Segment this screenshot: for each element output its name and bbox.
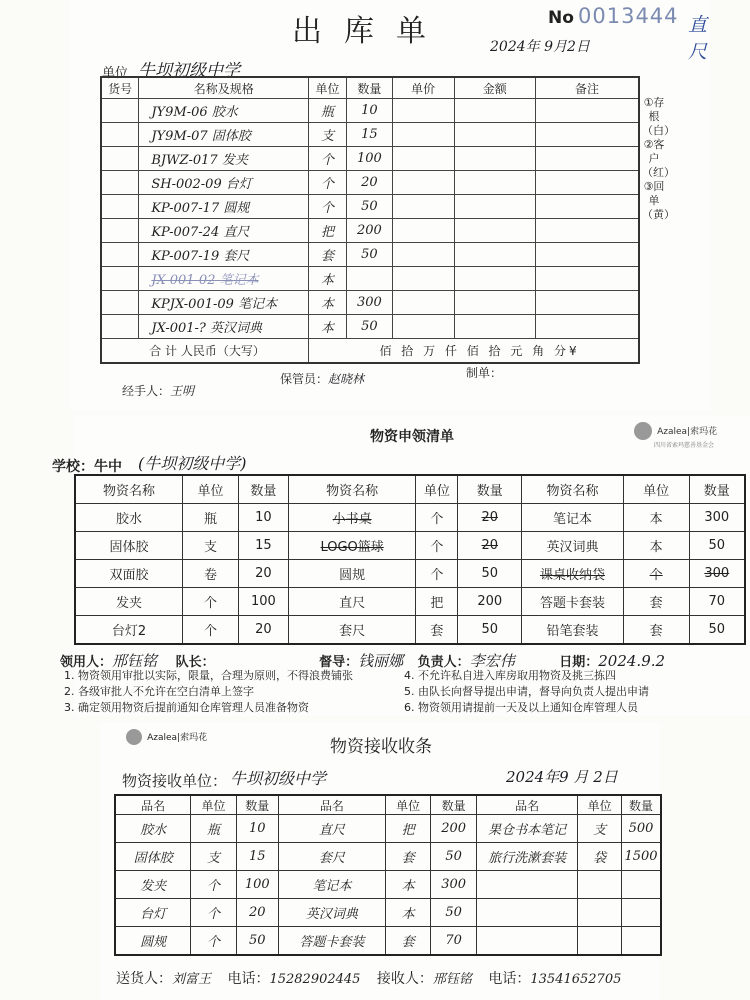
item-unit-cell: 个: [309, 171, 347, 195]
receipt-logo: [126, 726, 207, 745]
handler-label: 经手人：: [122, 384, 171, 398]
receipt-cell: 台灯: [115, 899, 191, 927]
empty-cell: [454, 291, 536, 315]
requisition-cell: LOGO篮球: [288, 532, 416, 560]
receipt-cell: 1500: [622, 843, 661, 871]
empty-cell: [536, 291, 639, 315]
receiver-phone: 13541652705: [530, 972, 622, 987]
requisition-date: 2024.9.2: [598, 652, 666, 670]
supervisor-label: 督导：: [319, 655, 359, 670]
requisition-cell: 300: [689, 504, 745, 532]
item-unit-cell: 个: [309, 195, 347, 219]
receipt-cell: [476, 871, 577, 899]
receipt-logo-text: Azalea|索玛花: [147, 733, 208, 743]
item-unit-cell: 本: [309, 267, 347, 291]
item-name-cell: JX-001-02 笔记本: [139, 267, 309, 291]
item-code-cell: [101, 195, 139, 219]
requisition-cell: 瓶: [183, 504, 239, 532]
receipt-cell: 个: [191, 899, 237, 927]
outbound-header-row: [101, 77, 639, 99]
item-qty-cell: 20: [346, 171, 392, 195]
table-row: [101, 123, 639, 147]
manager-label: 负责人：: [417, 655, 470, 670]
receipt-cell: [622, 899, 661, 927]
requisition-cell: 100: [238, 588, 288, 616]
receipt-cell: 个: [191, 927, 237, 956]
item-code-cell: [101, 99, 139, 123]
receipt-date: 2024年9 月 2日: [506, 768, 618, 786]
empty-cell: [536, 171, 639, 195]
sender-phone: 15282902445: [269, 972, 361, 987]
receipt-cell: 200: [431, 815, 477, 843]
table-row: [75, 560, 745, 588]
total-row: [101, 339, 639, 364]
empty-cell: [392, 171, 454, 195]
table-row: [101, 147, 639, 171]
item-name-cell: JX-001-? 英汉词典: [139, 315, 309, 339]
receipt-cell: [476, 927, 577, 956]
receipt-cell: [578, 871, 622, 899]
empty-cell: [454, 99, 536, 123]
receipt-cell: 发夹: [115, 871, 191, 899]
item-qty-cell: 50: [346, 195, 392, 219]
table-row: [115, 927, 661, 956]
table-row: [101, 219, 639, 243]
item-qty-cell: 100: [346, 147, 392, 171]
receipt-cell: 50: [431, 899, 477, 927]
receipt-header-row: [115, 795, 661, 815]
requisition-cell: 直尺: [288, 588, 416, 616]
empty-cell: [536, 315, 639, 339]
requisition-cell: 20: [238, 616, 288, 645]
requisition-cell: 支: [183, 532, 239, 560]
receipt-cell: 70: [431, 927, 477, 956]
rule-item: 5. 由队长向督导提出申请，督导向负责人提出申请: [404, 685, 649, 698]
receipt-cell: 答题卡套装: [278, 927, 385, 956]
empty-cell: [392, 315, 454, 339]
receipt-header-cell: 单位: [385, 795, 431, 815]
requisition-cell: 300: [689, 560, 745, 588]
receipt-cell: [476, 899, 577, 927]
requisition-cell: 胶水: [75, 504, 183, 532]
empty-cell: [536, 243, 639, 267]
receipt-header-cell: 数量: [622, 795, 661, 815]
outbound-header-cell: 单位: [309, 77, 347, 99]
item-name-cell: KPJX-001-09 笔记本: [139, 291, 309, 315]
item-code-cell: [101, 171, 139, 195]
outbound-header-cell: 数量: [346, 77, 392, 99]
requisition-cell: 把: [416, 588, 458, 616]
receiver-signature: 邢钰铭: [432, 972, 472, 987]
empty-cell: [536, 219, 639, 243]
item-unit-cell: 本: [309, 315, 347, 339]
requisition-cell: 50: [689, 616, 745, 645]
item-unit-cell: 瓶: [309, 99, 347, 123]
total-units: 佰 拾 万 仟 佰 拾 元 角 分¥: [309, 339, 639, 364]
outbound-header-cell: 名称及规格: [139, 77, 309, 99]
requisition-cell: 圆规: [288, 560, 416, 588]
table-row: [101, 195, 639, 219]
empty-cell: [454, 147, 536, 171]
item-qty-cell: 50: [346, 315, 392, 339]
table-row: [75, 588, 745, 616]
requisition-form: [52, 416, 750, 716]
unit-label: 单位: [102, 66, 129, 81]
item-name-cell: KP-007-24 直尺: [139, 219, 309, 243]
requisition-cell: 笔记本: [522, 504, 624, 532]
requisition-cell: 套: [623, 616, 689, 645]
empty-cell: [536, 123, 639, 147]
empty-cell: [454, 243, 536, 267]
empty-cell: [454, 171, 536, 195]
receipt-header-cell: 数量: [236, 795, 278, 815]
item-code-cell: [101, 267, 139, 291]
empty-cell: [392, 219, 454, 243]
table-row: [115, 871, 661, 899]
empty-cell: [392, 123, 454, 147]
requisition-cell: 50: [689, 532, 745, 560]
receipt-cell: 固体胶: [115, 843, 191, 871]
requisition-cell: 答题卡套装: [522, 588, 624, 616]
table-row: [101, 243, 639, 267]
total-label: 合 计 人民币（大写）: [101, 339, 309, 364]
rule-item: 6. 物资领用请提前一天及以上通知仓库管理人员: [404, 701, 638, 714]
item-code-cell: [101, 315, 139, 339]
empty-cell: [454, 195, 536, 219]
outbound-slip: [70, 0, 710, 410]
serial-label: No: [548, 8, 574, 28]
rule-item: 2. 各级审批人不允许在空白清单上签字: [64, 685, 254, 698]
receipt-cell: 支: [578, 815, 622, 843]
requisition-cell: 双面胶: [75, 560, 183, 588]
empty-cell: [392, 291, 454, 315]
requisition-cell: 个: [416, 504, 458, 532]
requisition-cell: 个: [623, 560, 689, 588]
table-row: [115, 843, 661, 871]
rule-item: 4. 不允许私自进入库房取用物资及挑三拣四: [404, 669, 616, 682]
receipt-cell: 把: [385, 815, 431, 843]
requisition-cell: 20: [238, 560, 288, 588]
serial-number: 0013444: [578, 4, 679, 28]
item-unit-cell: 把: [309, 219, 347, 243]
empty-cell: [392, 267, 454, 291]
requisition-cell: 英汉词典: [522, 532, 624, 560]
receipt-cell: 50: [236, 927, 278, 956]
empty-cell: [454, 123, 536, 147]
receipt-cell: 支: [191, 843, 237, 871]
requisition-header-cell: 单位: [416, 475, 458, 504]
corner-handwritten-note: 直尺: [688, 14, 708, 63]
item-name-cell: SH-002-09 台灯: [139, 171, 309, 195]
empty-cell: [392, 195, 454, 219]
requisition-cell: 70: [689, 588, 745, 616]
phone-label-2: 电话：: [488, 971, 531, 987]
item-code-cell: [101, 243, 139, 267]
receipt-cell: [578, 927, 622, 956]
receipt-header-cell: 单位: [578, 795, 622, 815]
requisition-cell: 20: [458, 504, 522, 532]
handler-field: [122, 382, 194, 399]
receipt-cell: 瓶: [191, 815, 237, 843]
requisition-header-row: [75, 475, 745, 504]
school-label: 学校：牛中: [52, 459, 122, 475]
maker-label: 制单：: [466, 366, 503, 380]
logo-text: Azalea|索玛花: [657, 427, 718, 437]
item-unit-cell: 支: [309, 123, 347, 147]
requisition-cell: 小书桌: [288, 504, 416, 532]
requisition-cell: 个: [416, 560, 458, 588]
requisition-cell: 套尺: [288, 616, 416, 645]
date-label: 日期：: [559, 655, 599, 670]
receipt-cell: [622, 927, 661, 956]
receipt-header-cell: 单位: [191, 795, 237, 815]
outbound-header-cell: 货号: [101, 77, 139, 99]
captain-label: 队长：: [175, 655, 215, 670]
requisition-cell: 15: [238, 532, 288, 560]
item-name-cell: KP-007-19 套尺: [139, 243, 309, 267]
requisition-cell: 卷: [183, 560, 239, 588]
requisition-cell: 个: [416, 532, 458, 560]
receipt-header-cell: 品名: [278, 795, 385, 815]
requisition-cell: 50: [458, 560, 522, 588]
empty-cell: [392, 147, 454, 171]
manager-signature: 李宏伟: [469, 652, 515, 670]
requisition-cell: 本: [623, 504, 689, 532]
requisition-header-cell: 单位: [623, 475, 689, 504]
table-row: [75, 504, 745, 532]
receipt-cell: 本: [385, 899, 431, 927]
rule-item: 3. 确定领用物资后提前通知仓库管理人员准备物资: [64, 701, 309, 714]
flower-icon: [634, 422, 652, 440]
item-unit-cell: 本: [309, 291, 347, 315]
receipt-cell: 套: [385, 843, 431, 871]
phone-label: 电话：: [227, 971, 270, 987]
logo-subtext: 四川省索玛慈善基金会: [654, 441, 715, 449]
item-name-cell: JY9M-06 胶水: [139, 99, 309, 123]
requisition-cell: 课桌收纳袋: [522, 560, 624, 588]
table-row: [101, 291, 639, 315]
empty-cell: [392, 99, 454, 123]
receipt-cell: 圆规: [115, 927, 191, 956]
requisition-cell: 本: [623, 532, 689, 560]
receipt-table: [114, 794, 662, 956]
receipt-cell: 英汉词典: [278, 899, 385, 927]
receipt-cell: 15: [236, 843, 278, 871]
receipt-cell: 本: [385, 871, 431, 899]
receipt-cell: 20: [236, 899, 278, 927]
receipt-header-cell: 数量: [431, 795, 477, 815]
requisition-cell: 台灯2: [75, 616, 183, 645]
empty-cell: [536, 267, 639, 291]
outbound-date: 2024年 9月2日: [490, 39, 590, 55]
requisition-cell: 套: [623, 588, 689, 616]
keeper-field: [280, 370, 364, 387]
item-qty-cell: 200: [346, 219, 392, 243]
handler-signature: 王明: [170, 384, 195, 398]
item-qty-cell: [346, 267, 392, 291]
item-code-cell: [101, 219, 139, 243]
item-code-cell: [101, 291, 139, 315]
requisition-title: 物资申领清单: [370, 429, 454, 445]
receipt-cell: 10: [236, 815, 278, 843]
table-row: [101, 99, 639, 123]
requisition-header-cell: 单位: [183, 475, 239, 504]
receipt-cell: 袋: [578, 843, 622, 871]
table-row: [115, 815, 661, 843]
item-qty-cell: 15: [346, 123, 392, 147]
empty-cell: [454, 267, 536, 291]
receipt-cell: 直尺: [278, 815, 385, 843]
empty-cell: [536, 195, 639, 219]
sender-label: 送货人：: [116, 971, 172, 987]
supervisor-signature: 钱丽娜: [358, 652, 404, 670]
collector-label: 领用人：: [60, 655, 113, 670]
requisition-cell: 套: [416, 616, 458, 645]
item-qty-cell: 300: [346, 291, 392, 315]
collector-signature: 邢钰铭: [112, 652, 158, 670]
receipt-cell: 个: [191, 871, 237, 899]
receipt-cell: 旅行洗漱套装: [476, 843, 577, 871]
item-name-cell: BJWZ-017 发夹: [139, 147, 309, 171]
empty-cell: [392, 243, 454, 267]
requisition-cell: 个: [183, 616, 239, 645]
keeper-label: 保管员：: [280, 372, 329, 386]
outbound-title: 出库单: [292, 14, 448, 49]
item-unit-cell: 个: [309, 147, 347, 171]
table-row: [75, 532, 745, 560]
receipt-cell: 套尺: [278, 843, 385, 871]
unit-value: 牛坝初级中学: [138, 61, 240, 81]
receipt-cell: 50: [431, 843, 477, 871]
item-name-cell: KP-007-17 圆规: [139, 195, 309, 219]
requisition-header-cell: 物资名称: [288, 475, 416, 504]
receipt-cell: [578, 899, 622, 927]
requisition-header-cell: 数量: [689, 475, 745, 504]
table-row: [115, 899, 661, 927]
receipt-title: 物资接收收条: [330, 737, 432, 757]
requisition-cell: 10: [238, 504, 288, 532]
empty-cell: [536, 99, 639, 123]
table-row: [101, 267, 639, 291]
requisition-cell: 50: [458, 616, 522, 645]
item-code-cell: [101, 123, 139, 147]
receipt-cell: 胶水: [115, 815, 191, 843]
azalea-logo: [634, 420, 744, 449]
receipt-cell: 500: [622, 815, 661, 843]
table-row: [101, 315, 639, 339]
receipt-cell: 300: [431, 871, 477, 899]
requisition-header-cell: 物资名称: [75, 475, 183, 504]
table-row: [75, 616, 745, 645]
receipt-cell: 笔记本: [278, 871, 385, 899]
receipt-header-cell: 品名: [476, 795, 577, 815]
receipt-header-cell: 品名: [115, 795, 191, 815]
copy-legend: ①存根（白）②客户（红）③回单（黄）: [642, 96, 675, 221]
receipt-cell: [622, 871, 661, 899]
outbound-header-cell: 金额: [454, 77, 536, 99]
requisition-header-cell: 物资名称: [522, 475, 624, 504]
table-row: [101, 171, 639, 195]
keeper-signature: 赵晓林: [328, 372, 365, 386]
rule-item: 1. 物资领用审批以实际，限量，合理为原则，不得浪费铺张: [64, 669, 353, 682]
empty-cell: [454, 315, 536, 339]
outbound-table: [100, 76, 640, 364]
outbound-header-cell: 备注: [536, 77, 639, 99]
flower-icon: [126, 729, 142, 745]
receiver-label: 接收人：: [376, 971, 433, 987]
requisition-cell: 铅笔套装: [522, 616, 624, 645]
item-qty-cell: 10: [346, 99, 392, 123]
item-unit-cell: 套: [309, 243, 347, 267]
sender-signature: 刘富王: [172, 972, 212, 987]
requisition-header-cell: 数量: [458, 475, 522, 504]
school-value: (牛坝初级中学): [138, 454, 247, 473]
receiving-unit-value: 牛坝初级中学: [230, 769, 327, 788]
item-code-cell: [101, 147, 139, 171]
requisition-cell: 发夹: [75, 588, 183, 616]
requisition-table: [74, 474, 746, 645]
empty-cell: [454, 219, 536, 243]
item-name-cell: JY9M-07 固体胶: [139, 123, 309, 147]
receipt-cell: 100: [236, 871, 278, 899]
empty-cell: [536, 147, 639, 171]
outbound-header-cell: 单价: [392, 77, 454, 99]
requisition-cell: 20: [458, 532, 522, 560]
requisition-header-cell: 数量: [238, 475, 288, 504]
item-qty-cell: 50: [346, 243, 392, 267]
receipt-footer: [116, 968, 676, 988]
receiving-unit-label: 物资接收单位：: [122, 772, 228, 790]
receipt-cell: 果仓书本笔记: [476, 815, 577, 843]
receipt-form: [100, 722, 660, 1000]
requisition-cell: 固体胶: [75, 532, 183, 560]
requisition-cell: 个: [183, 588, 239, 616]
requisition-cell: 200: [458, 588, 522, 616]
receipt-cell: 套: [385, 927, 431, 956]
